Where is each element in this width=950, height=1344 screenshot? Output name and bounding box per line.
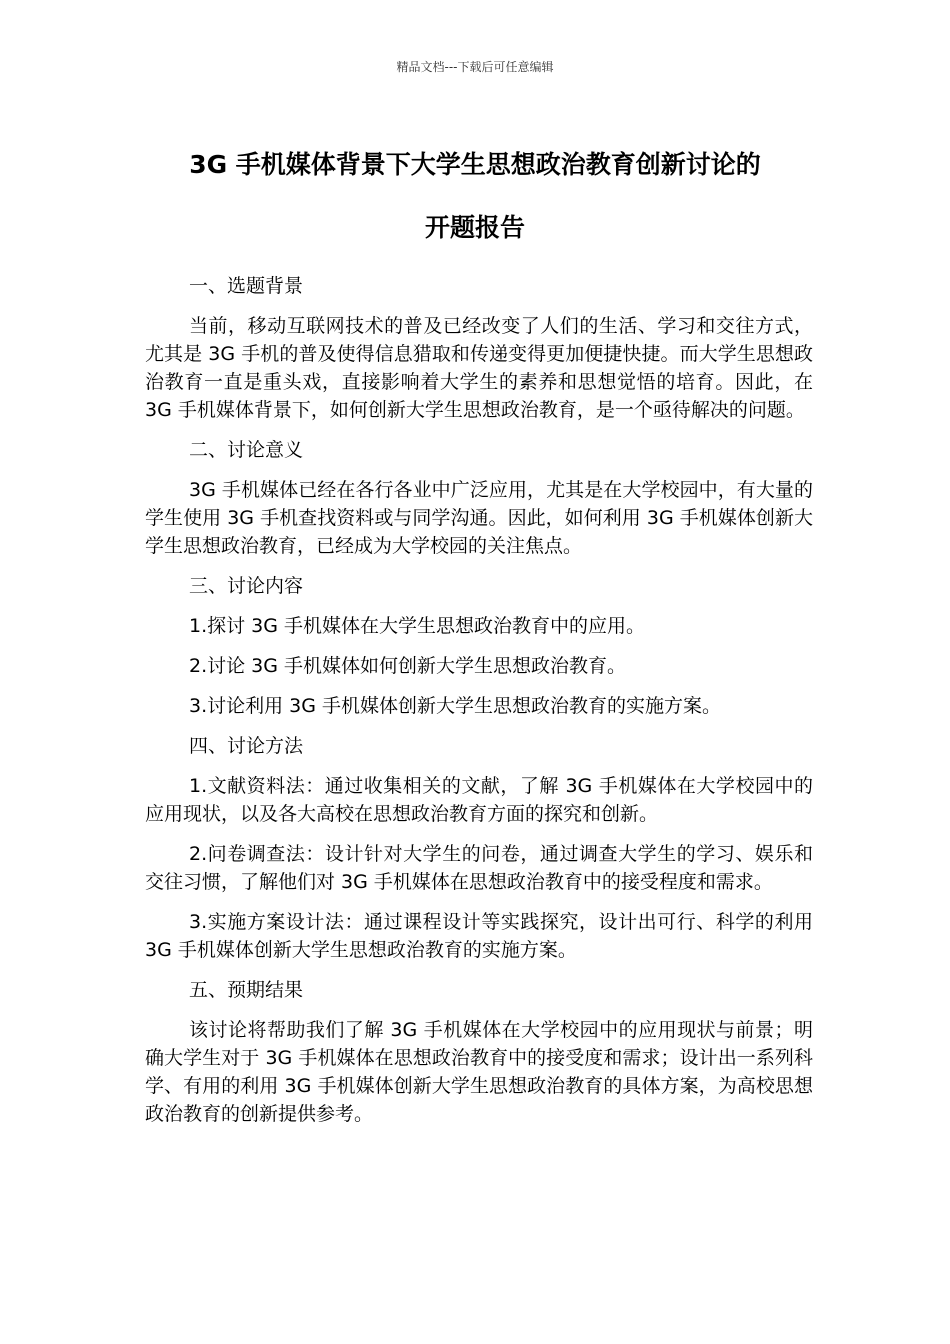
section-heading: 五、预期结果	[189, 979, 304, 1001]
section-expected-results	[145, 976, 813, 1128]
document-title	[100, 133, 850, 259]
paragraph: 该讨论将帮助我们了解 3G 手机媒体在大学校园中的应用现状与前景；明确大学生对于 3G 手机媒体在思想政治教育中的接受度和需求；设计出一系列科学、有用的利用 3G 手机媒体创新大学生思想政治教育的具体方案，为高校思想政治教育的创新提供参考。	[145, 1019, 813, 1125]
list-item: 2.讨论 3G 手机媒体如何创新大学生思想政治教育。	[189, 655, 627, 677]
paragraph: 当前，移动互联网技术的普及已经改变了人们的生活、学习和交往方式，尤其是 3G 手机的普及使得信息猎取和传递变得更加便捷快捷。而大学生思想政治教育一直是重头戏，直接影响着大学生的素养和思想觉悟的培育。因此，在 3G 手机媒体背景下，如何创新大学生思想政治教育，是一个亟待解决的问题。	[145, 315, 813, 421]
header-note: 精品文档---下载后可任意编辑	[396, 60, 554, 74]
document-title-line-2: 开题报告	[424, 213, 525, 242]
document-body	[145, 272, 813, 1140]
section-methods	[145, 732, 813, 964]
section-background	[145, 272, 813, 424]
list-item: 3.讨论利用 3G 手机媒体创新大学生思想政治教育的实施方案。	[189, 695, 722, 717]
section-heading: 三、讨论内容	[189, 575, 304, 597]
list-item: 3.实施方案设计法：通过课程设计等实践探究，设计出可行、科学的利用 3G 手机媒体创新大学生思想政治教育的实施方案。	[145, 911, 813, 961]
section-significance	[145, 436, 813, 560]
list-item: 2.问卷调查法：设计针对大学生的问卷，通过调查大学生的学习、娱乐和交往习惯，了解他们对 3G 手机媒体在思想政治教育中的接受程度和需求。	[145, 843, 813, 893]
list-item: 1.文献资料法：通过收集相关的文献，了解 3G 手机媒体在大学校园中的应用现状，以及各大高校在思想政治教育方面的探究和创新。	[145, 775, 813, 825]
section-content	[145, 572, 813, 720]
document-title-line-1: 3G 手机媒体背景下大学生思想政治教育创新讨论的	[189, 150, 761, 179]
section-heading: 四、讨论方法	[189, 735, 304, 757]
section-heading: 一、选题背景	[189, 275, 304, 297]
paragraph: 3G 手机媒体已经在各行各业中广泛应用，尤其是在大学校园中，有大量的学生使用 3G 手机查找资料或与同学沟通。因此，如何利用 3G 手机媒体创新大学生思想政治教育，已经成为大学校园的关注焦点。	[145, 479, 813, 557]
section-heading: 二、讨论意义	[189, 439, 304, 461]
list-item: 1.探讨 3G 手机媒体在大学生思想政治教育中的应用。	[189, 615, 646, 637]
